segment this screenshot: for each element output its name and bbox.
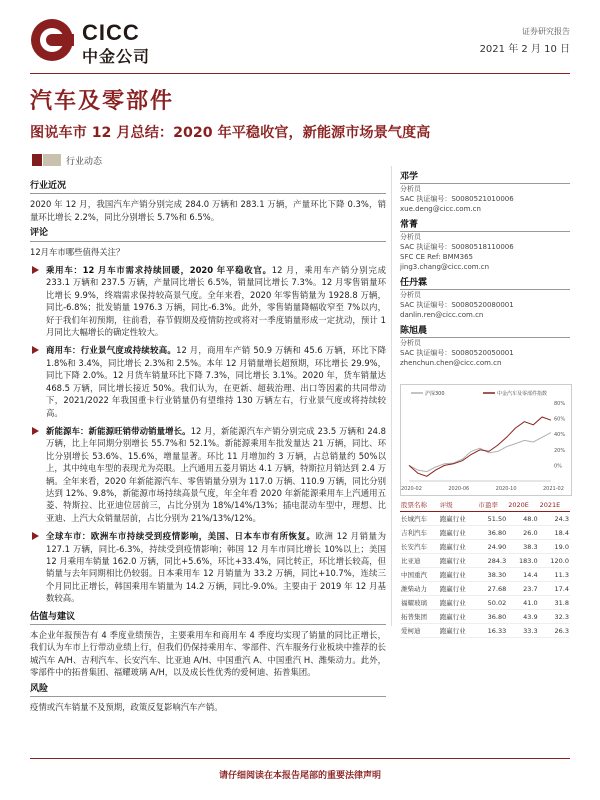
table-cell: 48.0 <box>507 512 538 526</box>
table-cell: 24.3 <box>539 512 570 526</box>
table-row <box>400 512 570 526</box>
performance-chart <box>400 384 572 496</box>
comment-question: 12月车市哪些值得关注？ <box>30 246 125 257</box>
analyst-info: SFC CE Ref: BMM365 <box>400 253 474 261</box>
table-cell: 50.02 <box>478 596 508 610</box>
table-cell: 16.33 <box>478 624 508 638</box>
x-tick-label: 2020-06 <box>448 486 470 492</box>
analyst-info: 分析员 <box>400 233 421 241</box>
legal-notice: 请仔细阅读在本报告尾部的重要法律声明 <box>218 771 381 781</box>
table-cell: 中国重汽 <box>400 568 439 582</box>
tag-marker-light <box>43 154 61 166</box>
column-header: 2021E <box>539 498 570 512</box>
y-tick-label: 20% <box>554 447 566 454</box>
y-tick-label: 0% <box>554 463 562 470</box>
table-cell: 51.50 <box>478 512 508 526</box>
table-cell: 11.3 <box>539 568 570 582</box>
table-cell: 19.0 <box>539 540 570 554</box>
footer-divider <box>30 758 570 759</box>
table-cell: 26.0 <box>507 526 538 540</box>
triangle-bullet-icon <box>32 266 39 274</box>
table-cell: 36.80 <box>478 526 508 540</box>
analyst-block <box>400 220 570 272</box>
bullet-text: 12 月，商用车产销 50.9 万辆和 45.6 万辆，环比下降 1.8%和 3.4%，同比增长 2.3%和 2.5%。本年 12 月销量增长超预期，环比增长 29.9%，同比下降 2.0%。12 月货车销量环比下降 7.3%，同比增长 3.1%。2020 年，货车销量达 468.5 万辆，同比增长接近 50%。我们认为，在更新、超载治理、出口等因素的共同带动下，2021/2022 年我国重卡行业销量仍有望维持 130 万辆左右，行业景气度或将持续较高。 <box>46 345 387 418</box>
comment-heading: 评论 <box>30 227 386 241</box>
analyst-name: 陈旭晨 <box>400 326 570 338</box>
table-cell: 跑赢行业 <box>439 582 478 596</box>
table-row <box>400 624 570 638</box>
risk-text: 疫情或汽车销量不及预期，政策反复影响汽车产销。 <box>30 702 223 713</box>
table-cell: 38.30 <box>478 568 508 582</box>
table-cell: 14.4 <box>507 568 538 582</box>
bullet-passenger <box>30 264 386 338</box>
header-divider <box>30 73 570 74</box>
bullet-lead: 乘用车：12 月车市需求持续回暖，2020 年平稳收官。 <box>46 265 272 276</box>
main-column <box>30 176 386 717</box>
table-cell: 跑赢行业 <box>439 610 478 624</box>
bullet-lead: 全球车市：欧洲车市持续受到疫情影响，美国、日本车市有所恢复。 <box>46 531 316 542</box>
report-tag: 行业动态 <box>66 157 103 167</box>
legend-label: 中金汽车及零部件指数 <box>497 391 548 397</box>
table-row <box>400 554 570 568</box>
x-tick-label: 2021-02 <box>543 486 564 492</box>
bullet-global <box>30 530 386 604</box>
analyst-name: 任丹霖 <box>400 278 570 290</box>
table-cell: 31.8 <box>539 596 570 610</box>
table-cell: 41.0 <box>507 596 538 610</box>
report-date: 2021 年 2 月 10 日 <box>479 44 570 55</box>
logo-cn: 中金公司 <box>82 47 151 66</box>
table-cell: 26.3 <box>539 624 570 638</box>
triangle-bullet-icon <box>32 532 39 540</box>
analyst-info: SAC 执证编号：S0080520050001 <box>400 349 514 357</box>
table-row <box>400 596 570 610</box>
risk-heading: 风险 <box>30 683 386 697</box>
legend-label: 沪深300 <box>425 391 445 397</box>
analyst-info: SAC 执证编号：S0080521010006 <box>400 195 514 203</box>
bullet-text: 12 月，乘用车产销分别完成 233.1 万辆和 237.5 万辆，产量同比增长 6.5%，销量同比增长 7.3%。12 月零售销量环比增长 9.9%，终端需求保持较高景气度。全年来看，2020 年零售销量为 1928.8 万辆，同比-6.8%；批发销量 1976.3 万辆，同比-6.3%。此外，零售销量降幅收窄至 7%以内，好于我们年初预期，往前看，春节假期及疫情防控或将对一季度销量形成一定扰动，预计 1 月同比大幅增长的确定性较大。 <box>46 265 386 338</box>
table-body <box>400 512 570 638</box>
table-cell: 跑赢行业 <box>439 624 478 638</box>
report-headline: 图说车市 12 月总结：2020 年平稳收官，新能源市场景气度高 <box>30 125 431 141</box>
analyst-info: SAC 执证编号：S0080518110006 <box>400 243 514 251</box>
forecast-table <box>400 498 570 638</box>
table-row <box>400 526 570 540</box>
table-cell: 吉利汽车 <box>400 526 439 540</box>
table-cell: 比亚迪 <box>400 554 439 568</box>
table-cell: 24.90 <box>478 540 508 554</box>
x-tick-label: 2020-10 <box>495 486 517 492</box>
table-cell: 27.68 <box>478 582 508 596</box>
valuation-heading: 估值与建议 <box>30 611 386 625</box>
analyst-info: 分析员 <box>400 291 421 299</box>
table-cell: 福耀玻璃 <box>400 596 439 610</box>
table-cell: 36.80 <box>478 610 508 624</box>
column-header: 2020E <box>507 498 538 512</box>
overview-heading: 行业近况 <box>30 180 386 194</box>
bullet-nev <box>30 425 386 524</box>
analyst-name: 邓学 <box>400 172 570 184</box>
analyst-email[interactable]: danlin.ren@cicc.com.cn <box>400 311 484 319</box>
table-header-row <box>400 498 570 512</box>
analyst-info: 分析员 <box>400 339 421 347</box>
analyst-block <box>400 172 570 214</box>
table-cell: 跑赢行业 <box>439 596 478 610</box>
table-cell: 潍柴动力 <box>400 582 439 596</box>
table-cell: 长城汽车 <box>400 512 439 526</box>
logo-en: CICC <box>82 20 140 45</box>
table-cell: 43.9 <box>507 610 538 624</box>
bullet-commercial <box>30 344 386 418</box>
valuation-text: 本企业年报预告有 4 季度业绩预告，主要乘用车和商用车 4 季度均实现了销量的同比正增长，我们认为车市上行带动业绩上行，但我们仍保持乘用车、零部件、汽车服务行业板块中推荐的长城汽车 A/H、吉利汽车、长安汽车、比亚迪 A/H、中国重汽 A、中国重汽 H、潍柴动力。此外，零部件中的拓普集团、福耀玻璃 A/H，以及成长性优秀的爱柯迪、拓普集团。 <box>30 630 386 678</box>
table-cell: 17.4 <box>539 582 570 596</box>
table-cell: 跑赢行业 <box>439 568 478 582</box>
table-cell: 长安汽车 <box>400 540 439 554</box>
bullet-text: 12 月，新能源汽车产销分别完成 23.5 万辆和 24.8 万辆，比上年同期分别增长 55.7%和 52.1%。新能源乘用车批发量达 21 万辆，同比、环比分别增长 53.6%、15.6%，增量显著。环比 11 月增加约 3 万辆，占总销量约 50%以上，其中纯电车型的表现尤为亮眼。上汽通用五菱月销达 4.1 万辆，特斯拉月销达到 2.4 万辆。全年来看，2020 年新能源汽车、零售销量分别为 117.0 万辆、110.9 万辆，同比分别达到 12%、9.8%，新能源市场持续高景气度，年全年看 2020 年新能源乘用车上汽通用五菱、特斯拉、比亚迪位居前三，占比分别为 18%/14%/13%；插电混动车型中，理想、比亚迪、上汽大众销量居前，占比分别为 21%/13%/12%。 <box>46 425 386 523</box>
table-cell: 284.3 <box>478 554 508 568</box>
analyst-email[interactable]: xue.deng@cicc.com.cn <box>400 205 481 213</box>
x-tick-label: 2020-02 <box>401 486 422 492</box>
table-cell: 跑赢行业 <box>439 540 478 554</box>
table-cell: 跑赢行业 <box>439 512 478 526</box>
table-row <box>400 540 570 554</box>
analyst-info: 分析员 <box>400 185 421 193</box>
column-header: 市盈率 <box>478 498 508 512</box>
column-header: 评级 <box>439 498 478 512</box>
triangle-bullet-icon <box>32 346 39 354</box>
analyst-email[interactable]: jing3.chang@cicc.com.cn <box>400 263 490 271</box>
bullet-lead: 新能源车：新能源旺销带动销量增长。 <box>46 425 191 436</box>
analyst-info: SAC 执证编号：S0080520080001 <box>400 301 514 309</box>
table-cell: 跑赢行业 <box>439 526 478 540</box>
doc-type: 证券研究报告 <box>522 27 570 36</box>
bullet-lead: 商用车：行业景气度或持续较高。 <box>46 345 177 356</box>
overview-text: 2020 年 12 月，我国汽车产销分别完成 284.0 万辆和 283.1 万辆，产量环比下降 0.3%，销量环比增长 2.2%，同比分别增长 5.7%和 6.5%。 <box>30 199 386 222</box>
column-header: 股票名称 <box>400 498 439 512</box>
column-divider <box>391 166 392 626</box>
table-cell: 爱柯迪 <box>400 624 439 638</box>
triangle-bullet-icon <box>32 427 39 435</box>
y-tick-label: 60% <box>554 416 566 423</box>
cicc-logo-icon <box>30 18 74 62</box>
analyst-name: 常菁 <box>400 220 570 232</box>
table-cell: 120.0 <box>539 554 570 568</box>
series-line <box>409 417 551 476</box>
table-cell: 18.4 <box>539 526 570 540</box>
y-tick-label: 40% <box>554 432 566 439</box>
y-tick-label: 80% <box>554 401 566 407</box>
table-cell: 32.3 <box>539 610 570 624</box>
table-cell: 23.7 <box>507 582 538 596</box>
sector-title: 汽车及零部件 <box>30 89 175 114</box>
series-line <box>409 433 551 472</box>
table-cell: 跑赢行业 <box>439 554 478 568</box>
table-row <box>400 610 570 624</box>
table-row <box>400 568 570 582</box>
table-cell: 38.3 <box>507 540 538 554</box>
table-row <box>400 582 570 596</box>
analyst-block <box>400 326 570 368</box>
bullet-text: 欧洲 12 月销量为 127.1 万辆，同比-6.3%，持续受到疫情影响；韩国 12 月车市同比增长 10%以上；美国 12 月乘用车销量 162.0 万辆，同比+5.6%，环比+33.4%，同比转正，环比增长较高，但销量与去年同期相比仍较弱。日本乘用车 12 月销量为 33.2 万辆，同比+10.7%，连续三个月同比正增长，韩国乘用车销量为 14.2 万辆，同比-9.0%。主要由于 2019 年 12 月基数较高。 <box>46 531 387 604</box>
analyst-email[interactable]: zhenchun.chen@cicc.com.cn <box>400 359 502 367</box>
table-cell: 拓普集团 <box>400 610 439 624</box>
table-cell: 183.0 <box>507 554 538 568</box>
analyst-block <box>400 278 570 320</box>
analyst-column <box>400 166 570 368</box>
table-cell: 33.3 <box>507 624 538 638</box>
tag-marker <box>32 154 42 166</box>
